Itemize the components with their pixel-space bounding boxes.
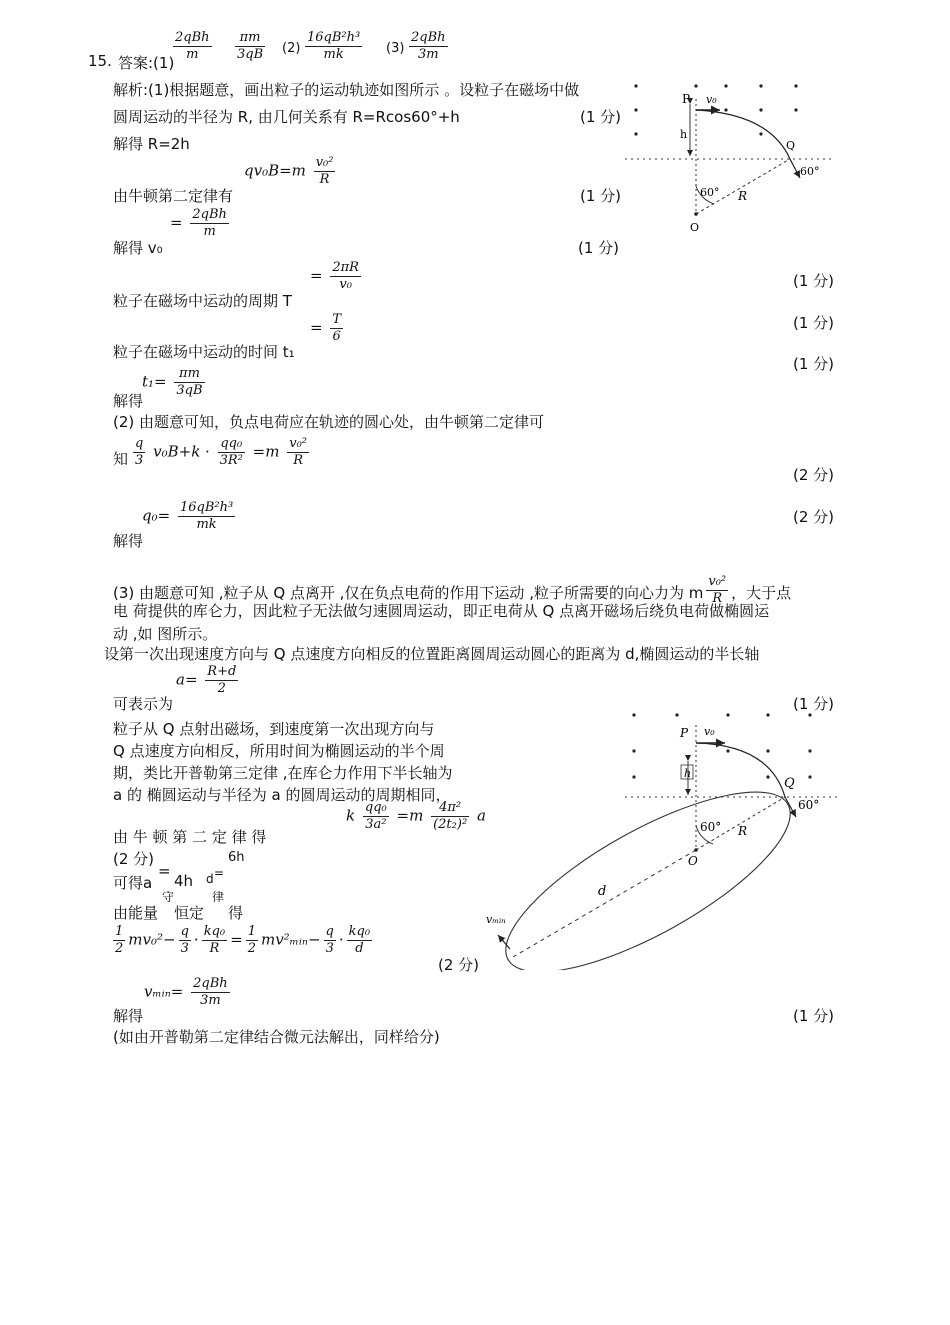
part1-line8-equation: t₁= $\frac{\pi m}{3qB}$ bbox=[142, 366, 203, 398]
label-P: P bbox=[682, 92, 691, 106]
label-P: P bbox=[680, 726, 689, 740]
part1-line8-label: 解得 bbox=[113, 392, 144, 410]
label-60-outer: 60° bbox=[798, 798, 820, 812]
label-h: h bbox=[684, 767, 692, 780]
result-6h: 6h bbox=[228, 850, 245, 865]
part3-paragraph-3: 期，类比开普勒第三定律 ,在库仑力作用下半长轴为 bbox=[113, 764, 453, 782]
energy-label-1: 由能量 bbox=[113, 904, 159, 922]
label-O: O bbox=[690, 221, 700, 234]
ellipse-orbit bbox=[483, 759, 813, 970]
part3-line3: 动 ,如 图所示。 bbox=[113, 625, 218, 643]
energy-small-2: 律 bbox=[212, 890, 225, 904]
label-h: h bbox=[680, 128, 688, 141]
score: (1 分) bbox=[793, 1007, 835, 1025]
result-value: 4h bbox=[174, 872, 194, 890]
answer-3-fraction: $\frac{\text{16qB²h³}}{mk}$ bbox=[307, 30, 361, 62]
part1-line5-equation: = $\frac{\text{2qBh}}{m}$ bbox=[170, 207, 227, 239]
part1-line6-label: 粒子在磁场中运动的周期 T bbox=[113, 292, 292, 310]
label-R: R bbox=[738, 824, 748, 838]
part3-line2: 电 荷提供的库仑力，因此粒子无法做匀速圆周运动，即正电荷从 Q 点离开磁场后绕负电荷做椭圆运 bbox=[113, 602, 770, 620]
score: (1 分) bbox=[793, 355, 835, 373]
figure-1-trajectory bbox=[620, 74, 845, 239]
score: (2 分) bbox=[113, 850, 155, 868]
score: (1 分) bbox=[578, 239, 620, 257]
part3-line5-label: 可表示为 bbox=[113, 695, 174, 713]
part1-line5-label: 解得 v₀ bbox=[113, 239, 163, 257]
part1-line4-label: 由牛顿第二定律有 bbox=[113, 187, 234, 205]
label-vmin: vₘᵢₙ bbox=[486, 913, 506, 926]
label-R: R bbox=[738, 189, 748, 203]
trajectory-arc bbox=[696, 110, 790, 159]
question-number: 15. bbox=[88, 52, 112, 70]
score: (2 分) bbox=[793, 466, 835, 484]
part1-line2: 圆周运动的半径为 R, 由几何关系有 R=Rcos60°+h bbox=[113, 108, 460, 126]
newton-label: 由 牛 顿 第 二 定 律 得 bbox=[113, 828, 267, 846]
energy-label-2: 恒定 bbox=[174, 904, 205, 922]
energy-label-3: 得 bbox=[228, 904, 244, 922]
label-60-outer: 60° bbox=[800, 165, 820, 178]
part2-label: (2) bbox=[282, 41, 301, 56]
answer-1-fraction: $\frac{\text{2qBh}}{m}$ bbox=[175, 30, 210, 62]
energy-equation: $\frac{1}{2}$ mv₀²− $\frac{q}{3}$ · $\frac{\text{kq₀}}{R}$ = $\frac{1}{2}$ mv²ₘᵢₙ− $\frac{q}{3}$ · $\frac{\text{kq₀}}{d}$ bbox=[115, 924, 371, 956]
label-60-inner: 60° bbox=[700, 820, 722, 834]
answer-label: 答案:(1) bbox=[118, 54, 175, 72]
part3-paragraph-2: Q 点速度方向相反，所用时间为椭圆运动的半个周 bbox=[113, 742, 445, 760]
score: (1 分) bbox=[793, 314, 835, 332]
part2-line3-equation: q₀= $\frac{\text{16qB²h³}}{mk}$ bbox=[142, 500, 234, 532]
final-label: 解得 bbox=[113, 1007, 144, 1025]
part2-line1: (2) 由题意可知，负点电荷应在轨迹的圆心处，由牛顿第二定律可 bbox=[113, 413, 545, 431]
trajectory-arc bbox=[696, 743, 785, 797]
note: (如由开普勒第二定律结合微元法解出，同样给分) bbox=[113, 1028, 440, 1046]
result-label: 可得a bbox=[113, 874, 153, 892]
part1-line4-equation: qv₀B=m $\frac{\text{v₀²}}{R}$ bbox=[244, 155, 334, 187]
part1-line6-equation: = $\frac{2\pi R}{\text{v₀}}$ bbox=[310, 260, 359, 292]
part1-line3: 解得 R=2h bbox=[113, 135, 190, 153]
part2-line3-label: 解得 bbox=[113, 532, 144, 550]
answer-4-fraction: $\frac{\text{2qBh}}{3m}$ bbox=[411, 30, 446, 62]
result-equals: = bbox=[158, 862, 171, 880]
part3-line4: 设第一次出现速度方向与 Q 点速度方向相反的位置距离圆周运动圆心的距离为 d,椭圆运动的半长轴 bbox=[104, 645, 760, 663]
final-equation: vₘᵢₙ= $\frac{\text{2qBh}}{3m}$ bbox=[144, 976, 228, 1008]
result-d: d bbox=[206, 872, 214, 886]
part3-label: (3) bbox=[386, 41, 405, 56]
score: (2 分) bbox=[438, 956, 480, 974]
part2-equation: $\frac{q}{3}$ v₀B+k · $\frac{\text{qq₀}}{\text{3R²}}$ =m $\frac{\text{v₀²}}{R}$ bbox=[135, 436, 308, 468]
result-d-equals: = bbox=[214, 866, 225, 880]
energy-small-1: 守 bbox=[162, 890, 175, 904]
label-v0: v₀ bbox=[706, 93, 717, 106]
part2-line2-label: 知 bbox=[113, 450, 129, 468]
part1-line7-label: 粒子在磁场中运动的时间 t₁ bbox=[113, 343, 295, 361]
label-d: d bbox=[598, 884, 607, 899]
part3-paragraph-4: a 的 椭圆运动与半径为 a 的圆周运动的周期相同， bbox=[113, 786, 451, 804]
d-line bbox=[513, 850, 696, 957]
label-Q: Q bbox=[786, 139, 796, 152]
newton-equation: k $\frac{\text{qq₀}}{\text{3a²}}$ =m $\frac{\text{4π²}}{\text{(2t₂)²}}$ a bbox=[346, 800, 486, 832]
part1-line7-equation: = $\frac{T}{6}$ bbox=[310, 312, 342, 344]
part3-paragraph-1: 粒子从 Q 点射出磁场，到速度第一次出现方向与 bbox=[113, 720, 435, 738]
score: (1 分) bbox=[793, 272, 835, 290]
part3-line1: (3) 由题意可知 ,粒子从 Q 点离开 ,仅在负点电荷的作用下运动 ,粒子所需要的向心力为 m $\frac{\text{v₀²}}{R}$ ，大于点 bbox=[113, 574, 792, 606]
exit-arrow bbox=[790, 159, 800, 178]
label-v0: v₀ bbox=[704, 725, 715, 738]
score: (2 分) bbox=[793, 508, 835, 526]
answer-2-fraction: $\frac{\pi m}{3qB}$ bbox=[237, 30, 264, 62]
label-Q: Q bbox=[784, 776, 795, 791]
figure-2-ellipse bbox=[480, 705, 850, 970]
center-O bbox=[694, 212, 698, 216]
part3-line5-equation: a= $\frac{R+d}{2}$ bbox=[176, 664, 237, 696]
label-O: O bbox=[688, 854, 698, 868]
center-O bbox=[694, 848, 698, 852]
score: (1 分) bbox=[580, 108, 622, 126]
part1-line1: 解析:(1)根据题意，画出粒子的运动轨迹如图所示 。设粒子在磁场中做 bbox=[113, 81, 580, 99]
score: (1 分) bbox=[580, 187, 622, 205]
label-60-inner: 60° bbox=[700, 186, 720, 199]
score: (1 分) bbox=[793, 695, 835, 713]
